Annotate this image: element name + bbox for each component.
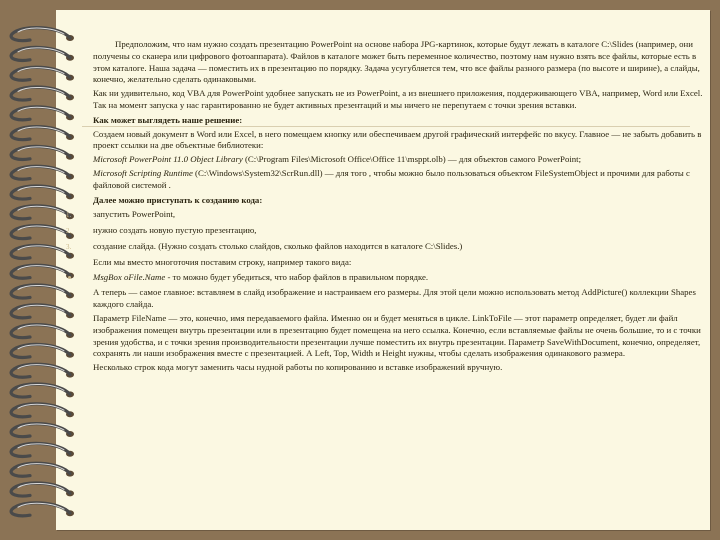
spiral-ring (11, 424, 74, 437)
list-number: 2. (66, 227, 72, 236)
spiral-ring (11, 28, 74, 41)
paragraph-vba: Как ни удивительно, код VBA для PowerPoint удобнее запускать не из PowerPoint, а из внешнего приложения, поддерживающего VBA, например, Word или Excel. Так на момент запуска у нас гарантированно не будет активных презентаций и мы ничего не перепутаем с точки зрения вставки. (93, 88, 703, 110)
spiral-ring (11, 87, 74, 100)
spiral-ring (11, 483, 74, 496)
spiral-ring (11, 384, 74, 397)
spiral-ring (11, 47, 74, 60)
library-name: Microsoft Scripting Runtime (93, 167, 193, 178)
heading-code: Далее можно приступать к созданию кода: (93, 194, 263, 205)
spiral-ring (11, 265, 74, 278)
list-text: нужно создать новую пустую презентацию, (93, 225, 257, 236)
spiral-ring (11, 344, 74, 357)
library-name: Microsoft PowerPoint 11.0 Object Library (93, 154, 243, 165)
spiral-ring (11, 245, 74, 258)
spiral-ring (11, 325, 74, 338)
paragraph-msgbox-intro: Если мы вместо многоточия поставим строку, например такого вида: (93, 256, 352, 267)
list-item (66, 225, 708, 237)
list-number: 1. (66, 211, 72, 220)
library-scripting (93, 168, 708, 192)
library-powerpoint (93, 154, 708, 166)
paragraph-addpicture: А теперь — самое главное: вставляем в слайд изображение и настраиваем его размеры. Для этой цели можно использовать метод AddPicture() коллекции Shapes каждого слайда. (93, 287, 696, 310)
spiral-ring (11, 503, 74, 516)
paragraph-conclusion: Несколько строк кода могут заменить часы нудной работы по копированию и вставке изображений вручную. (93, 362, 503, 373)
spiral-ring (11, 364, 74, 377)
list-item (66, 240, 708, 253)
spiral-ring (11, 146, 74, 159)
heading-solution: Как может выглядеть наше решение: (93, 114, 243, 125)
bullet-icon (68, 276, 71, 279)
spiral-ring (11, 285, 74, 298)
list-text: создание слайда. (Нужно создать столько слайдов, сколько файлов находится в каталоге C:\Slides.) (93, 240, 463, 251)
spiral-ring (11, 166, 74, 179)
library-desc: (C:\Program Files\Microsoft Office\Office 11\msppt.olb) — для объектов самого PowerPoint; (242, 154, 582, 165)
spiral-binding (0, 0, 90, 540)
spiral-ring (11, 404, 74, 417)
spiral-ring (11, 67, 74, 80)
spiral-ring (11, 127, 74, 140)
list-item (66, 209, 708, 221)
list-text: запустить PowerPoint, (93, 209, 176, 220)
code-msgbox: MsgBox oFile.Name (93, 271, 166, 282)
spiral-ring (11, 463, 74, 476)
paragraph-intro: Предположим, что нам нужно создать презентацию PowerPoint на основе набора JPG-картинок, которые будут лежать в каталоге C:\Slides (например, они получены со сканера или цифрового фотоаппарата). Файлов в каталоге может быть переменное количество, поэтому нам нужно взять все файлы, которые есть в этом каталоге. Наша задача — поместить их в презентацию по порядку. Задача усугубляется тем, что все файлы разного размера (по высоте и ширине), а слайды, конечно, желательно сделать одинаковыми. (93, 39, 700, 85)
list-number: 3. (66, 242, 72, 251)
code-msgbox-desc: - то можно будет убедиться, что набор файлов в правильном порядке. (165, 271, 429, 282)
spiral-ring (11, 186, 74, 199)
spiral-ring (11, 305, 74, 318)
paragraph-create-doc: Создаем новый документ в Word или Excel, в него помещаем кнопку или обеспечиваем другой графический интерфейс по вкусу. Главное — не забыть добавить в проект ссылки на две объектные библиотеки: (93, 128, 702, 151)
spiral-ring (11, 206, 74, 219)
spiral-ring (11, 107, 74, 120)
library-desc: (C:\Windows\System32\ScrRun.dll) — для того , чтобы можно было пользоваться объектом FileSystemObject и прочими для работы с файловой системой . (93, 167, 690, 190)
document-body (66, 39, 708, 376)
spiral-ring (11, 226, 74, 239)
list-item (93, 272, 708, 284)
paragraph-parameters: Параметр FileName — это, конечно, имя передаваемого файла. Именно он и будет меняться в цикле. LinkToFile — этот параметр определяет, будет ли файл изображения помещен внутрь презентации или в презентацию будет помещена на него ссылка. Конечно, если вставляемые файлы не очень большие, то и с точки зрения удобства, и с точки зрения производительности презентации лучше поместить их внутрь презентации. Параметр SaveWithDocument, конечно, определяет, сохранять ли наши изображения вместе с презентацией. А Left, Top, Width и Height нужны, чтобы сделать изображения одинакового размера. (93, 312, 701, 359)
spiral-ring (11, 443, 74, 456)
